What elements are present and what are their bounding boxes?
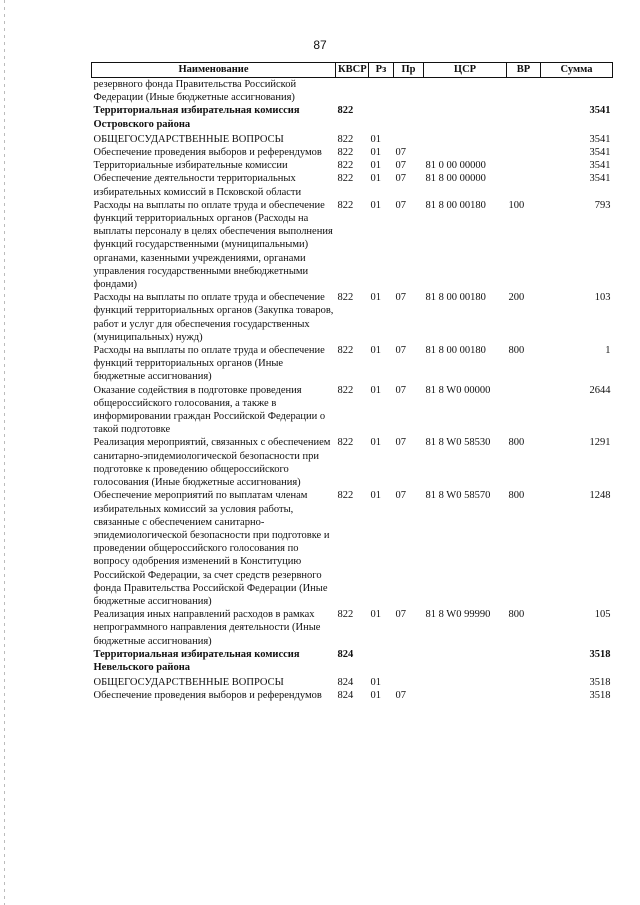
cell-rz: [369, 104, 394, 132]
cell-csr: 81 0 00 00000: [425, 160, 486, 172]
cell-sum: 3518: [589, 648, 611, 660]
cell-vr: 800: [508, 609, 525, 621]
cell-pr: 07: [395, 437, 406, 449]
cell-pr: [394, 676, 424, 689]
cell-name: ОБЩЕГОСУДАРСТВЕННЫЕ ВОПРОСЫ: [93, 677, 284, 689]
cell-name: резервного фонда Правительства Российской Федерации (Иные бюджетные ассигнования): [93, 79, 297, 104]
cell-name: Расходы на выплаты по оплате труда и обеспечение функций территориальных органов (Закупка товаров, работ и услуг для обеспечения государственных (муниципальных) нужд): [93, 292, 334, 343]
cell-sum: 1291: [589, 437, 611, 449]
cell-sum: 3518: [589, 690, 611, 702]
cell-name: Обеспечение мероприятий по выплатам членам избирательных комиссий за условия работы, связанные с обеспечением санитарно-эпидемиологической безопасности при подготовке и проведении общероссийского голосования по вопросу одобрения изменений в Конституцию Российской Федерации, за счет средств резервного фонда Правительства Российской Федерации (Иные бюджетные ассигнования): [93, 490, 330, 607]
cell-kvsr: 822: [337, 199, 354, 211]
cell-sum: 3541: [589, 147, 611, 159]
cell-name: Обеспечение проведения выборов и референдумов: [93, 147, 322, 159]
cell-vr: [507, 159, 541, 172]
cell-vr: [507, 384, 541, 437]
table-row: [92, 676, 613, 689]
cell-rz: 01: [370, 490, 381, 502]
table-row: [92, 689, 613, 702]
cell-sum: 3518: [589, 677, 611, 689]
budget-table: [91, 62, 613, 703]
cell-name: Реализация иных направлений расходов в рамках непрограммного направления деятельности (Иные бюджетные ассигнования): [93, 609, 321, 647]
cell-csr: [424, 146, 507, 159]
cell-name: Обеспечение проведения выборов и референдумов: [93, 690, 322, 702]
cell-sum: 1: [605, 345, 611, 357]
cell-name: Территориальная избирательная комиссия Невельского района: [93, 648, 300, 673]
cell-kvsr: 822: [337, 173, 354, 185]
cell-csr: 81 8 W0 99990: [425, 609, 491, 621]
cell-vr: [507, 146, 541, 159]
cell-rz: 01: [370, 690, 381, 702]
cell-rz: 01: [370, 345, 381, 357]
table-header-row: [92, 63, 613, 78]
cell-rz: 01: [370, 292, 381, 304]
cell-kvsr: 822: [337, 437, 354, 449]
cell-rz: 01: [370, 173, 381, 185]
cell-kvsr: 822: [337, 345, 354, 357]
cell-csr: 81 8 W0 00000: [425, 384, 491, 396]
cell-pr: 07: [395, 173, 406, 185]
cell-kvsr: [336, 78, 369, 105]
cell-vr: [507, 133, 541, 146]
cell-kvsr: 822: [337, 133, 354, 145]
cell-rz: 01: [370, 384, 381, 396]
cell-csr: [424, 78, 507, 105]
cell-pr: 07: [395, 292, 406, 304]
cell-rz: [369, 648, 394, 676]
cell-sum: [541, 78, 613, 105]
cell-sum: 2644: [589, 384, 611, 396]
header-name: Наименование: [92, 63, 336, 78]
scan-edge-artifact: [4, 0, 5, 905]
table-row: [92, 159, 613, 172]
cell-vr: [507, 172, 541, 198]
cell-rz: 01: [370, 437, 381, 449]
header-rz: Рз: [369, 63, 394, 78]
table-row: [92, 146, 613, 159]
table-row: [92, 489, 613, 608]
cell-csr: [424, 133, 507, 146]
cell-pr: 07: [395, 690, 406, 702]
cell-pr: 07: [395, 490, 406, 502]
cell-csr: [424, 676, 507, 689]
cell-sum: 3541: [589, 133, 611, 145]
cell-pr: [394, 78, 424, 105]
header-csr: ЦСР: [424, 63, 507, 78]
cell-csr: 81 8 00 00180: [425, 199, 486, 211]
cell-pr: [394, 133, 424, 146]
cell-sum: 3541: [589, 105, 611, 117]
cell-vr: [507, 648, 541, 676]
cell-pr: [394, 648, 424, 676]
cell-vr: [507, 104, 541, 132]
cell-vr: 200: [508, 292, 525, 304]
cell-name: ОБЩЕГОСУДАРСТВЕННЫЕ ВОПРОСЫ: [93, 133, 284, 145]
cell-pr: 07: [395, 384, 406, 396]
cell-kvsr: 824: [337, 677, 354, 689]
cell-rz: [369, 78, 394, 105]
cell-sum: 103: [594, 292, 611, 304]
cell-csr: 81 8 00 00180: [425, 292, 486, 304]
cell-sum: 105: [594, 609, 611, 621]
cell-name: Расходы на выплаты по оплате труда и обеспечение функций территориальных органов (Иные бюджетные ассигнования): [93, 345, 325, 383]
cell-name: Территориальные избирательные комиссии: [93, 160, 288, 172]
cell-pr: [394, 104, 424, 132]
cell-rz: 01: [370, 199, 381, 211]
cell-pr: 07: [395, 147, 406, 159]
cell-pr: 07: [395, 160, 406, 172]
table-row: [92, 199, 613, 291]
cell-kvsr: 824: [337, 690, 354, 702]
cell-sum: 3541: [589, 160, 611, 172]
cell-name: Расходы на выплаты по оплате труда и обеспечение функций территориальных органов (Расходы на выплаты персоналу в целях обеспечения выполнения функций государственными (муниципальными) органами, казенными учреждениями, органами управления государственными внебюджетными фондами): [93, 199, 333, 291]
cell-kvsr: 822: [337, 105, 354, 117]
cell-kvsr: 822: [337, 384, 354, 396]
cell-kvsr: 824: [337, 648, 354, 660]
cell-rz: 01: [370, 677, 381, 689]
cell-csr: [424, 104, 507, 132]
cell-rz: 01: [370, 147, 381, 159]
cell-pr: 07: [395, 345, 406, 357]
cell-rz: 01: [370, 133, 381, 145]
table-row-section: [92, 104, 613, 132]
cell-kvsr: 822: [337, 609, 354, 621]
cell-vr: 800: [508, 437, 525, 449]
header-vr: ВР: [507, 63, 541, 78]
table-body: [92, 78, 613, 703]
cell-vr: [507, 676, 541, 689]
cell-vr: [507, 78, 541, 105]
header-sum: Сумма: [541, 63, 613, 78]
cell-vr: 800: [508, 345, 525, 357]
cell-csr: [424, 648, 507, 676]
cell-csr: 81 8 00 00000: [425, 173, 486, 185]
cell-rz: 01: [370, 609, 381, 621]
cell-kvsr: 822: [337, 160, 354, 172]
cell-csr: 81 8 W0 58570: [425, 490, 491, 502]
cell-kvsr: 822: [337, 490, 354, 502]
table-row: [92, 608, 613, 648]
cell-name: Оказание содействия в подготовке проведения общероссийского голосования, а также в информировании граждан Российской Федерации о такой подготовке: [93, 384, 326, 436]
table-row: [92, 172, 613, 198]
cell-pr: 07: [395, 199, 406, 211]
cell-rz: 01: [370, 160, 381, 172]
cell-sum: 3541: [589, 173, 611, 185]
cell-csr: 81 8 00 00180: [425, 345, 486, 357]
cell-name: Территориальная избирательная комиссия Островского района: [93, 105, 300, 130]
table-row: [92, 384, 613, 437]
cell-kvsr: 822: [337, 292, 354, 304]
header-pr: Пр: [394, 63, 424, 78]
cell-name: Обеспечение деятельности территориальных избирательных комиссий в Псковской области: [93, 173, 302, 198]
cell-csr: [424, 689, 507, 702]
table-row: [92, 133, 613, 146]
cell-vr: 100: [508, 199, 525, 211]
cell-vr: 800: [508, 490, 525, 502]
cell-csr: 81 8 W0 58530: [425, 437, 491, 449]
cell-name: Реализация мероприятий, связанных с обеспечением санитарно-эпидемиологической безопасности при подготовке к проведению общероссийского голосования (Иные бюджетные ассигнования): [93, 437, 331, 489]
cell-sum: 1248: [589, 490, 611, 502]
cell-sum: 793: [594, 199, 611, 211]
page-number: 87: [313, 38, 327, 52]
table-row-section: [92, 648, 613, 676]
cell-pr: 07: [395, 609, 406, 621]
table-row: [92, 436, 613, 489]
table-row: [92, 291, 613, 344]
cell-kvsr: 822: [337, 147, 354, 159]
cell-vr: [507, 689, 541, 702]
header-kvsr: КВСР: [336, 63, 369, 78]
table-row: [92, 344, 613, 384]
table-row: [92, 78, 613, 105]
